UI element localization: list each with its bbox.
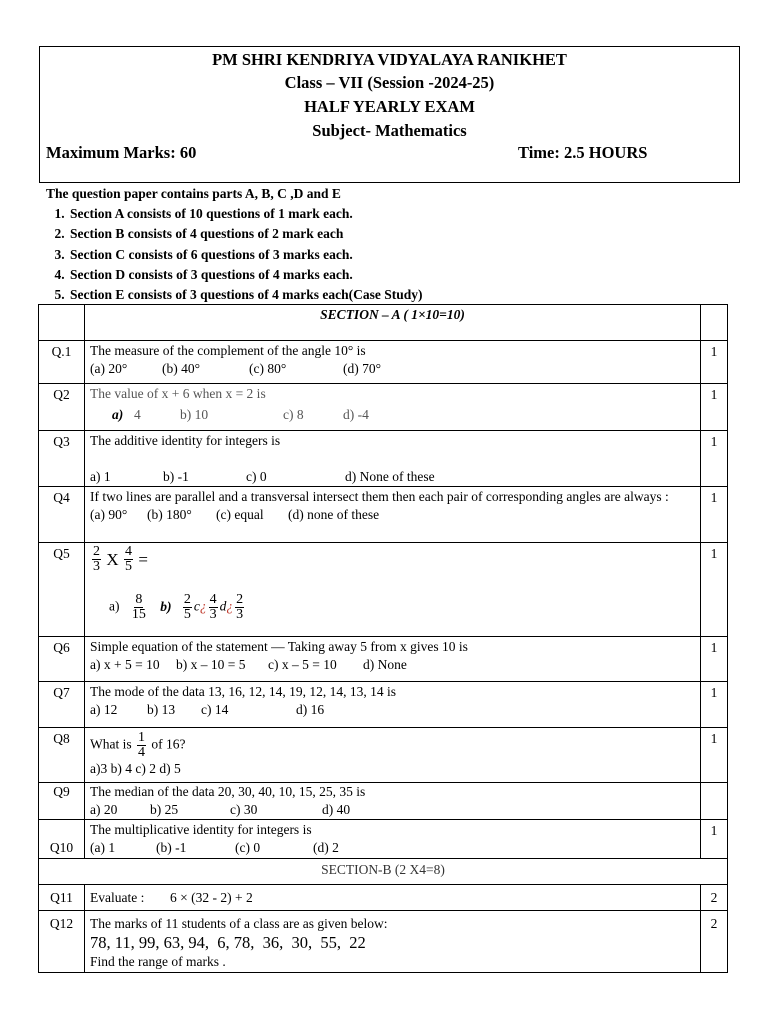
option-b: b) 25 xyxy=(150,801,179,817)
garbled-symbol: ¿ xyxy=(226,598,234,614)
question-marks: 1 xyxy=(701,543,728,637)
option-a-label: a) xyxy=(109,598,120,614)
option-c: c) 30 xyxy=(230,801,258,817)
question-number: Q12 xyxy=(39,911,85,973)
question-number: Q6 xyxy=(39,637,85,682)
question-marks: 1 xyxy=(701,637,728,682)
question-text xyxy=(85,431,701,487)
question-text xyxy=(85,885,701,911)
question-marks: 1 xyxy=(701,341,728,384)
question-row-q4 xyxy=(39,487,728,543)
question-text xyxy=(85,341,701,384)
question-number: Q11 xyxy=(39,885,85,911)
question-text xyxy=(85,543,701,637)
question-number: Q.1 xyxy=(39,341,85,384)
option-b: b) x – 10 = 5 xyxy=(176,656,246,672)
option-a: a) 20 xyxy=(90,801,118,817)
option-b: b) 13 xyxy=(147,701,176,717)
option-d: d) 40 xyxy=(322,801,351,817)
option-a: (a) 20° xyxy=(90,360,128,376)
variable-d: d xyxy=(219,598,227,614)
option-b-label: b) xyxy=(160,598,172,614)
option-a: a) 1 xyxy=(90,468,111,484)
instructions-intro: The question paper contains parts A, B, C ,D and E xyxy=(46,186,341,201)
question-row-q1 xyxy=(39,341,728,384)
section-b-title: SECTION-B (2 X4=8) xyxy=(39,859,728,885)
question-stem: The value of x + 6 when x = 2 is xyxy=(90,386,266,401)
question-row-q11 xyxy=(39,885,728,911)
garbled-symbol: ¿ xyxy=(199,598,207,614)
class-session: Class – VII (Session -2024-25) xyxy=(284,73,495,92)
question-stem xyxy=(90,545,695,574)
option-c: c) 8 xyxy=(283,406,304,422)
instruction-item: 5. Section E consists of 3 questions of 4 marks each(Case Study) xyxy=(68,285,423,305)
section-a-title: SECTION – A ( 1×10=10) xyxy=(85,305,701,341)
option-a-label: a) xyxy=(112,406,124,422)
fraction: $\frac{2}{5}$ xyxy=(183,592,191,622)
question-row-q7 xyxy=(39,682,728,728)
time-allowed: Time: 2.5 HOURS xyxy=(518,143,648,162)
section-b-row xyxy=(39,859,728,885)
question-stem: The measure of the complement of the angle 10° is xyxy=(90,343,366,358)
question-text xyxy=(85,911,701,973)
option-c: (c) equal xyxy=(216,506,264,522)
question-number: Q8 xyxy=(39,728,85,783)
question-stem: The median of the data 20, 30, 40, 10, 15, 25, 35 is xyxy=(90,784,366,799)
question-options xyxy=(90,360,695,378)
subject-title: Subject- Mathematics xyxy=(312,121,467,140)
times-symbol: X xyxy=(106,549,119,569)
question-stem: The mode of the data 13, 16, 12, 14, 19, 12, 14, 13, 14 is xyxy=(90,684,396,699)
option-b: (b) 180° xyxy=(147,506,192,522)
question-marks: 1 xyxy=(701,682,728,728)
option-b: b) -1 xyxy=(163,468,189,484)
question-tail: Find the range of marks . xyxy=(90,953,226,969)
option-a: a) 12 xyxy=(90,701,118,717)
question-row-q8 xyxy=(39,728,728,783)
fraction: $\frac{4}{5}$ xyxy=(125,544,133,574)
equals-symbol: = xyxy=(138,549,148,569)
school-name: PM SHRI KENDRIYA VIDYALAYA RANIKHET xyxy=(212,50,567,69)
instruction-item: 3. Section C consists of 6 questions of 3 marks each. xyxy=(68,245,423,265)
max-marks: Maximum Marks: 60 xyxy=(46,143,197,162)
variable-c: c xyxy=(193,598,200,614)
question-table xyxy=(38,304,728,973)
fraction: $\frac{2}{3}$ xyxy=(93,544,100,574)
expression: 6 × (32 - 2) + 2 xyxy=(170,890,253,905)
question-text xyxy=(85,682,701,728)
question-number: Q7 xyxy=(39,682,85,728)
question-stem: The additive identity for integers is xyxy=(90,433,281,448)
section-a-row xyxy=(39,305,728,341)
option-c: c) x – 5 = 10 xyxy=(268,656,337,672)
question-stem: The marks of 11 students of a class are as given below: xyxy=(90,916,388,931)
option-c: c) 14 xyxy=(201,701,229,717)
fraction: $\frac{1}{4}$ xyxy=(138,730,145,760)
instruction-item: 2. Section B consists of 4 questions of 2 mark each xyxy=(68,224,423,244)
question-text xyxy=(85,487,701,543)
question-options xyxy=(90,839,695,857)
question-number: Q2 xyxy=(39,384,85,431)
instruction-item: 4. Section D consists of 3 questions of 4 marks each. xyxy=(68,265,423,285)
question-options: a)3 b) 4 c) 2 d) 5 xyxy=(90,761,181,776)
fraction: $\frac{8}{15}$ xyxy=(131,592,146,622)
question-row-q10 xyxy=(39,820,728,859)
option-d: d) -4 xyxy=(343,406,369,422)
option-d: (d) 2 xyxy=(313,839,339,855)
option-a: 4 xyxy=(134,406,141,422)
question-options xyxy=(90,468,695,486)
instruction-item: 1. Section A consists of 10 questions of 1 mark each. xyxy=(68,204,423,224)
question-row-q3 xyxy=(39,431,728,487)
question-row-q2 xyxy=(39,384,728,431)
question-stem: The multiplicative identity for integers is xyxy=(90,822,312,837)
question-marks: 1 xyxy=(701,820,728,859)
fraction: $\frac{4}{3}$ xyxy=(209,592,217,622)
question-marks: 2 xyxy=(701,885,728,911)
question-number: Q9 xyxy=(39,783,85,820)
option-d: (d) 70° xyxy=(343,360,382,376)
question-number: Q5 xyxy=(39,543,85,637)
option-a: (a) 90° xyxy=(90,506,128,522)
question-marks xyxy=(701,783,728,820)
exam-title: HALF YEARLY EXAM xyxy=(304,97,475,116)
question-row-q12 xyxy=(39,911,728,973)
option-d: d) 16 xyxy=(296,701,325,717)
question-row-q6 xyxy=(39,637,728,682)
question-options xyxy=(90,701,695,719)
question-row-q5 xyxy=(39,543,728,637)
question-number: Q10 xyxy=(39,820,85,859)
option-c: (c) 80° xyxy=(249,360,287,376)
marks-data: 78, 11, 99, 63, 94, 6, 78, 36, 30, 55, 22 xyxy=(90,932,366,952)
question-stem: Simple equation of the statement — Taking away 5 from x gives 10 is xyxy=(90,639,468,654)
question-stem: If two lines are parallel and a transversal intersect them then each pair of corresponding angles are always : xyxy=(90,489,669,504)
option-c: c) 0 xyxy=(246,468,267,484)
question-marks: 1 xyxy=(701,431,728,487)
option-d: (d) none of these xyxy=(288,506,380,522)
instructions xyxy=(46,184,423,305)
fraction: $\frac{2}{3}$ xyxy=(236,592,244,622)
question-marks: 1 xyxy=(701,384,728,431)
question-options xyxy=(90,801,695,819)
option-d: d) None xyxy=(363,656,407,672)
option-b: (b) 40° xyxy=(162,360,201,376)
question-row-q9 xyxy=(39,783,728,820)
option-b: b) 10 xyxy=(180,406,209,422)
question-options xyxy=(90,656,695,674)
question-marks: 1 xyxy=(701,487,728,543)
question-options xyxy=(90,593,695,622)
question-marks: 1 xyxy=(701,728,728,783)
question-number: Q3 xyxy=(39,431,85,487)
option-c: (c) 0 xyxy=(235,839,261,855)
option-a: (a) 1 xyxy=(90,839,116,855)
option-d: d) None of these xyxy=(345,468,435,484)
question-number: Q4 xyxy=(39,487,85,543)
instructions-list xyxy=(46,204,423,305)
option-a: a) x + 5 = 10 xyxy=(90,656,160,672)
question-marks: 2 xyxy=(701,911,728,973)
question-text xyxy=(85,637,701,682)
question-options xyxy=(90,506,695,524)
question-text xyxy=(85,728,701,783)
question-stem: What is $\frac{1}{4}$ of 16? xyxy=(90,730,186,760)
question-text xyxy=(85,384,701,431)
evaluate-label: Evaluate : xyxy=(90,890,145,905)
question-text xyxy=(85,783,701,820)
question-options xyxy=(90,406,695,424)
question-text xyxy=(85,820,701,859)
header-box xyxy=(39,46,740,183)
option-b: (b) -1 xyxy=(156,839,187,855)
